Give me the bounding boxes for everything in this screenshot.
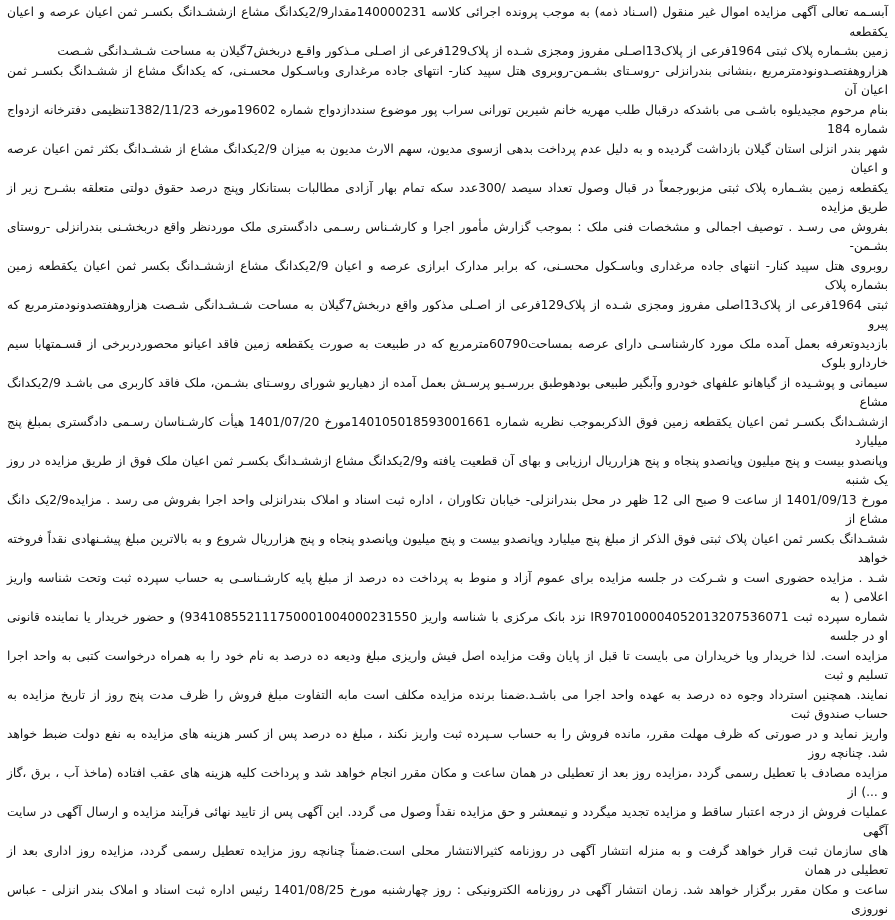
text-line-13: وپانصدو بیست و پنج میلیون وپانصدو پنجاه و پنج هزارریال ارزیابی و بهای آن قطعیت یافته و2/9یکدانگ مشاع ازششـدانگ بکسـر ثمن اعیان ملک فوق از طریق مزایده در روز یک شنبه xyxy=(7,453,888,487)
text-line-15: ششـدانگ بکسر ثمن اعیان پلاک ثبتی فوق الذکر از مبلغ پنج میلیارد وپانصدو بیست و پنج میلیون وپانصدو پنجاه و پنج هزارریال شروع و به بالاترین مبلغ پیشـنهادی نقداً فروخته خواهد xyxy=(7,531,888,565)
text-line-8: روبروی هتل سپید کنار- انتهای جاده مرغداری وباسـکول محسـنی، که برابر مدارک ابرازی عرصه و اعیان 2/9یکدانگ مشاع ازششـدانگ بکسر ثمن اعیان یکقطعه زمین بشماره پلاک xyxy=(7,258,888,292)
text-line-10: بازدیدوتعرفه بعمل آمده ملک مورد کارشناسـی دارای عرصه بمساحت60790مترمربع که در طبیعت به صورت یکقطعه زمین فاقد اعیانو محصوردربرخی از قسـمتهابا سیم خاردارو بلوک xyxy=(7,336,888,370)
text-line-4: بنام مرحوم مجیدیلوه باشـی می باشدکه درقبال طلب مهریه خانم شیرین تورانی سراب پور موضوع سنددازدواج شماره 19602مورخه 1382/11/23تنظیمی دفترخانه ازدواج شماره 184 xyxy=(7,102,888,136)
text-line-9: ثبتی 1964فرعی از پلاک13اصلی مفروز ومجزی شـده از پلاک129فرعی از اصـلی مذکور واقع دربخش7گیلان به مساحت شـشـدانگی شـصت هزاروهفتصدونودمترمربع که پیرو xyxy=(7,297,888,331)
text-line-3: هزاروهفتصـدونودمترمربع ،بنشانی بندرانزلی -روسـتای بشـمن-روبروی هتل سپید کنار- انتهای جاده مرغداری وباسـکول محسـنی، که یکدانگ مشاع از ششـدانگ بکسـر ثمن اعیان آن xyxy=(7,63,888,97)
text-line-5: شهر بندر انزلی استان گیلان بازداشت گردیده و به دلیل عدم پرداخت بدهی ازسوی مدیون، سهم الارث مدیون به میزان 2/9یکدانگ مشاع از ششـدانگ بکثر ثمن اعیان عرصه و اعیان xyxy=(7,141,889,175)
text-line-20: واریز نماید و در صورتی که ظرف مهلت مقرر، مانده فروش را به حساب سـپرده ثبت واریز نکند ، مبلغ ده درصد پس از کسر هزینه های مزایده به نفع دولت ضبط خواهد شد. چنانچه روز xyxy=(7,726,888,760)
text-line-14: مورخ 1401/09/13 از ساعت 9 صبح الی 12 ظهر در محل بندرانزلی- خیابان تکاوران ، اداره ثبت اسناد و املاک بندرانزلی واحد اجرا بفروش می رسد . مزایده2/9یک دانگ مشاع از xyxy=(7,492,889,526)
text-line-12: ازششـدانگ بکسـر ثمن اعیان یکقطعه زمین فوق الذکربموجب نظریه شماره 140105018593001661مورخ 1401/07/20 هیأت کارشـناسان رسـمی دادگستری بمبلغ پنج میلیارد xyxy=(7,414,889,448)
auction-notice-body xyxy=(7,3,888,920)
text-line-1: آبسـمه تعالی آگهی مزایده اموال غیر منقول (اسـناد ذمه) به موجب پرونده اجرائی کلاسه 140000231مقدار2/9یکدانگ مشاع ازششـدانگ بکسـر ثمن اعیان عرصه و اعیان یکقطعه xyxy=(7,5,888,39)
text-line-11: سیمانی و پوشـیده از گیاهانو علفهای خودرو وآبگیر طبیعی بودهوطبق بررسـیو پرسـش بعمل آمده از دهیاریو شورای روسـتای بشـمن، ملک فاقد کاربری می باشـد 2/9یکدانگ مشاع xyxy=(7,375,888,409)
text-line-17: شماره سپرده ثبت IR970100004052013207536071 نزد بانک مرکزی با شناسه واریز 934108552111750001004000231550) و حضور خریدار یا نماینده قانونی او در جلسه xyxy=(7,609,888,643)
text-line-19: نمایند. همچنین استرداد وجوه ده درصد به عهده واحد اجرا می باشـد.ضمنا برنده مزایده مکلف است مابه التفاوت مبلغ فروش را ظرف مدت پنج روز از تاریخ مزایده به حساب صندوق ثبت xyxy=(7,687,888,721)
text-line-7: بفروش می رسـد . توصیف اجمالی و مشخصات فنی ملک : بموجب گزارش مأمور اجرا و کارشـناس رسـمی دادگستری ملک موردنظر واقع دربخشـنی بندرانزلی -روستای بشـمن- xyxy=(7,219,888,253)
text-line-23: های سازمان ثبت قرار خواهد گرفت و به منزله انتشار آگهی در روزنامه کثیرالانتشار محلی است.ضمناً چنانچه روز مزایده تعطیل رسمی گردد، مزایده روز اداری بعد از تعطیلی در همان xyxy=(7,843,888,877)
text-line-24: ساعت و مکان مقرر برگزار خواهد شد. زمان انتشار آگهی در روزنامه الکترونیکی : روز چهارشنبه مورخ 1401/08/25 رئیس اداره ثبت اسناد و املاک بندر انزلی - عباس نوروزی xyxy=(7,882,888,916)
text-line-18: مزایده است. لذا خریدار ویا خریداران می بایست تا قبل از پایان وقت مزایده اصل فیش واریزی مبلغ ودیعه ده درصد به نام خود را به همراه درخواست کتبی به واحد اجرا تسلیم و ثبت xyxy=(7,648,888,682)
text-line-22: عملیات فروش از درجه اعتبار ساقط و مزایده تجدید میگردد و نیمعشر و حق مزایده نقداً وصول می گردد. این آگهی پس از تایید نهائی فرآیند مزایده و ارسال آگهی در سایت آگهی xyxy=(7,804,888,838)
text-line-2: زمین بشـماره پلاک ثبتی 1964فرعی از پلاک13اصـلی مفروز ومجزی شـده از پلاک129فرعی از اصـلی مـذکور واقـع دربخش7گیلان به مساحت شـشـدانگی شـصت xyxy=(57,44,888,58)
text-line-16: شـد . مزایده حضوری است و شـرکت در جلسه مزایده برای عموم آزاد و منوط به پرداخت ده درصد از مبلغ پایه کارشـناسـی به حساب سپرده ثبت وتحت شناسه واریز اعلامی ( به xyxy=(7,570,888,604)
text-line-6: یکقطعه زمین بشـماره پلاک ثبتی مزبورجمعاً در قبال وصول تعداد سیصد /300عدد سکه تمام بهار آزادی مطالبات بستانکار وپنج درصد حقوق دولتی متعلقه بشـرح زیر از طریق مزایده xyxy=(7,180,888,214)
text-line-21: مزایده مصادف با تعطیل رسمی گردد ،مزایده روز بعد از تعطیلی در همان ساعت و مکان مقرر انجام خواهد شد و پرداخت کلیه هزینه های عقب افتاده (ماخذ آب ، برق ،گاز و ...) از xyxy=(7,765,888,799)
